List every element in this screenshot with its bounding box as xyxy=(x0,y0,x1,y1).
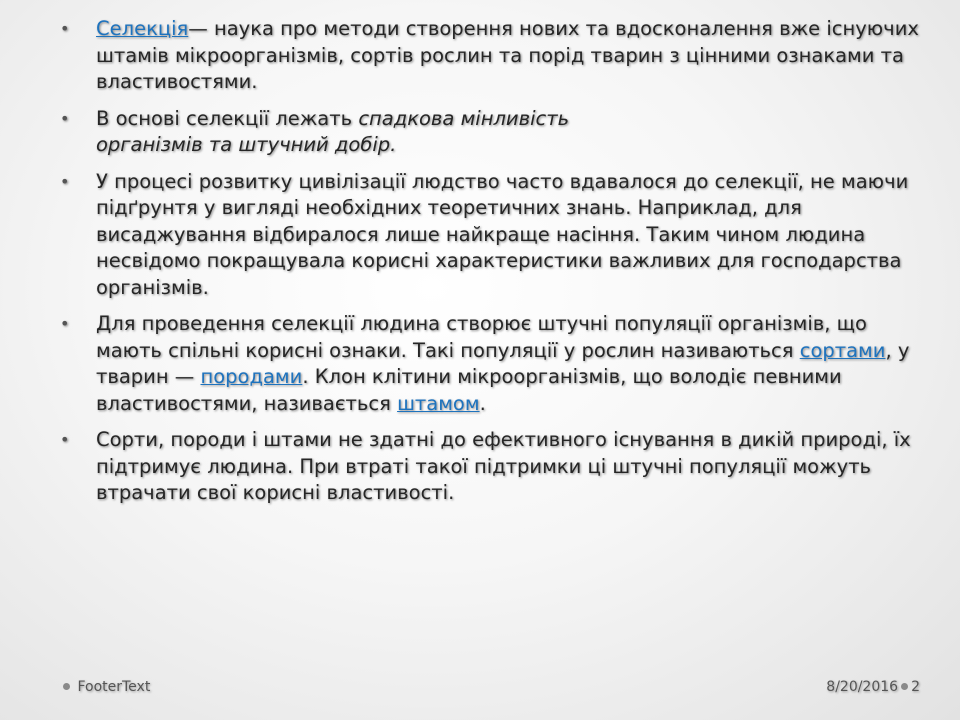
bullet-text: . Клон клітини мікроорганізмів, що володіє певними властивостями, називається xyxy=(96,365,842,415)
bullet-text: . xyxy=(479,391,486,415)
bullet-icon: • xyxy=(60,171,70,191)
bullet-item-1 xyxy=(60,16,920,96)
bullet-text: — наука про методи створення нових та вдосконалення вже існуючих штамів мікроорганізмів, сортів рослин та порід тварин з цінними ознаками та властивостями. xyxy=(96,17,919,93)
bullet-item-2 xyxy=(60,106,920,159)
bullet-text: В основі селекції лежать xyxy=(96,106,359,130)
bullet-icon: • xyxy=(60,108,70,128)
link-strain[interactable]: штамом xyxy=(397,391,480,415)
footer-text xyxy=(60,679,150,695)
bullet-item-5 xyxy=(60,427,920,507)
bullet-icon: • xyxy=(60,430,70,449)
bullet-icon: • xyxy=(60,314,70,333)
link-varieties[interactable]: сортами xyxy=(799,338,886,362)
bullet-item-4 xyxy=(60,311,920,417)
bullet-text: Сорти, породи і штами не здатні до ефективного існування в дикій природі, їх підтримує людина. При втраті такої підтримки ці штучні популяції можуть втрачати свої корисні властивості. xyxy=(96,428,911,504)
link-breeds[interactable]: породами xyxy=(200,365,303,388)
footer-dot-icon xyxy=(901,683,908,690)
page-number: 2 xyxy=(911,679,920,695)
bullet-item-3 xyxy=(60,169,920,302)
footer-date-page xyxy=(826,679,920,695)
footer-date: 8/20/2016 xyxy=(826,679,899,695)
bullet-text: Для проведення селекції людина створює штучні популяції організмів, що мають спільні корисні ознаки. Такі популяції у рослин називаються xyxy=(96,312,867,362)
bullet-icon: • xyxy=(60,19,70,38)
footer-label: FooterText xyxy=(77,679,151,695)
footer-dot-icon xyxy=(63,683,70,690)
slide-body xyxy=(60,16,920,517)
italic-text: організмів та штучний добір. xyxy=(96,133,397,156)
bullet-text: У процесі розвитку цивілізації людство часто вдавалося до селекції, не маючи підґрунтя у вигляді необхідних теоретичних знань. Наприклад, для висаджування відбиралося лише найкраще насіння. Таким чином людина несвідомо покращувала корисні характеристики важливих для господарства організмів. xyxy=(96,169,909,299)
bullet-text: , у тварин — xyxy=(96,338,910,388)
italic-text: спадкова мінливість xyxy=(358,106,570,130)
link-selection[interactable]: Селекція xyxy=(96,17,189,40)
